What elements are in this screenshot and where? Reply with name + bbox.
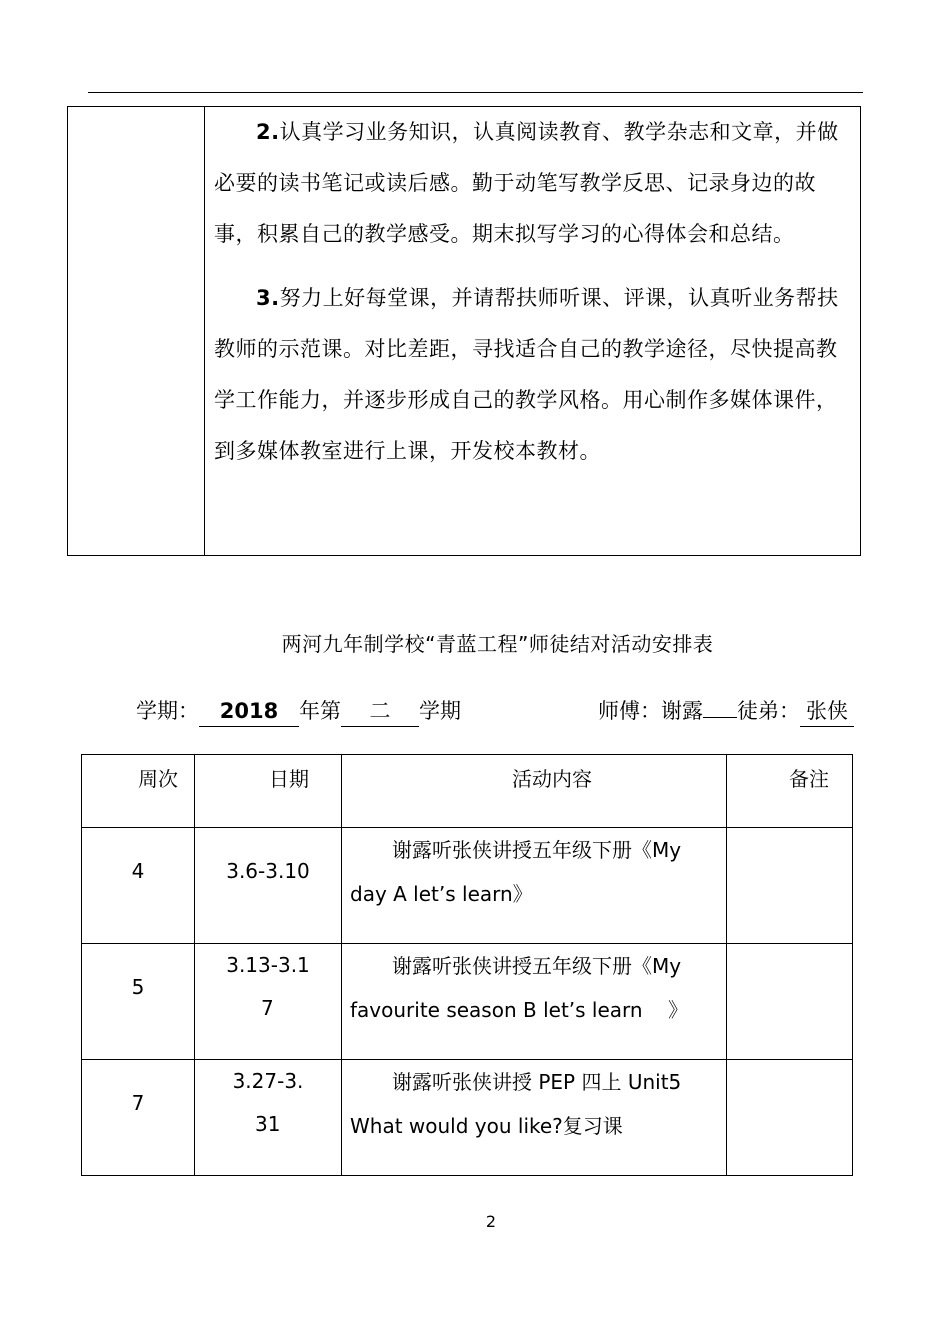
master-name: 谢露	[661, 699, 703, 723]
week-cell: 7	[82, 1060, 195, 1176]
mentor-line	[598, 696, 854, 727]
date-cell: 3.13-3.1 7	[195, 944, 342, 1060]
table-row	[82, 1060, 853, 1176]
date-cell: 3.6-3.10	[195, 828, 342, 944]
table-row	[82, 828, 853, 944]
header-date: 日期	[195, 755, 342, 828]
note-cell	[727, 1060, 853, 1176]
term-suffix: 学期	[419, 699, 461, 723]
plan-content-cell	[214, 107, 844, 477]
activity-cell: 谢露听张侠讲授 PEP 四上 Unit5 What would you like?复习课	[342, 1060, 727, 1176]
paragraph-2-number: 2.	[256, 120, 280, 144]
paragraph-3-number: 3.	[256, 286, 280, 310]
year-suffix: 年第	[299, 699, 341, 723]
term-value: 二	[341, 696, 419, 727]
activity-cell: 谢露听张侠讲授五年级下册《My day A let’s learn》	[342, 828, 727, 944]
apprentice-name: 张侠	[800, 696, 854, 727]
week-cell: 4	[82, 828, 195, 944]
year-value: 2018	[199, 696, 299, 727]
paragraph-2-text: 认真学习业务知识，认真阅读教育、教学杂志和文章，并做必要的读书笔记或读后感。勤于动笔写教学反思、记录身边的故事，积累自己的教学感受。期末拟写学习的心得体会和总结。	[214, 120, 839, 246]
header-note: 备注	[727, 755, 853, 828]
master-label: 师傅：	[598, 699, 661, 723]
paragraph-3	[214, 273, 844, 477]
term-line	[136, 696, 461, 727]
note-cell	[727, 828, 853, 944]
schedule-title: 两河九年制学校“青蓝工程”师徒结对活动安排表	[281, 632, 714, 656]
note-cell	[727, 944, 853, 1060]
term-label: 学期：	[136, 699, 199, 723]
schedule-header-row	[82, 755, 853, 828]
header-week: 周次	[82, 755, 195, 828]
paragraph-3-text: 努力上好每堂课，并请帮扶师听课、评课，认真听业务帮扶教师的示范课。对比差距，寻找适合自己的教学途径，尽快提高教学工作能力，并逐步形成自己的教学风格。用心制作多媒体课件，到多媒体教室进行上课，开发校本教材。	[214, 286, 839, 463]
paragraph-2	[214, 107, 844, 260]
activity-cell: 谢露听张侠讲授五年级下册《My favourite season B let’s learn 》	[342, 944, 727, 1060]
apprentice-label: 徒弟：	[737, 699, 800, 723]
header-rule	[88, 92, 863, 93]
date-cell: 3.27-3. 31	[195, 1060, 342, 1176]
plan-label-cell	[68, 107, 205, 555]
week-cell: 5	[82, 944, 195, 1060]
table-row	[82, 944, 853, 1060]
schedule-table	[81, 754, 853, 1176]
page-number: 2	[485, 1212, 497, 1231]
header-activity: 活动内容	[342, 755, 727, 828]
plan-table	[67, 106, 861, 556]
